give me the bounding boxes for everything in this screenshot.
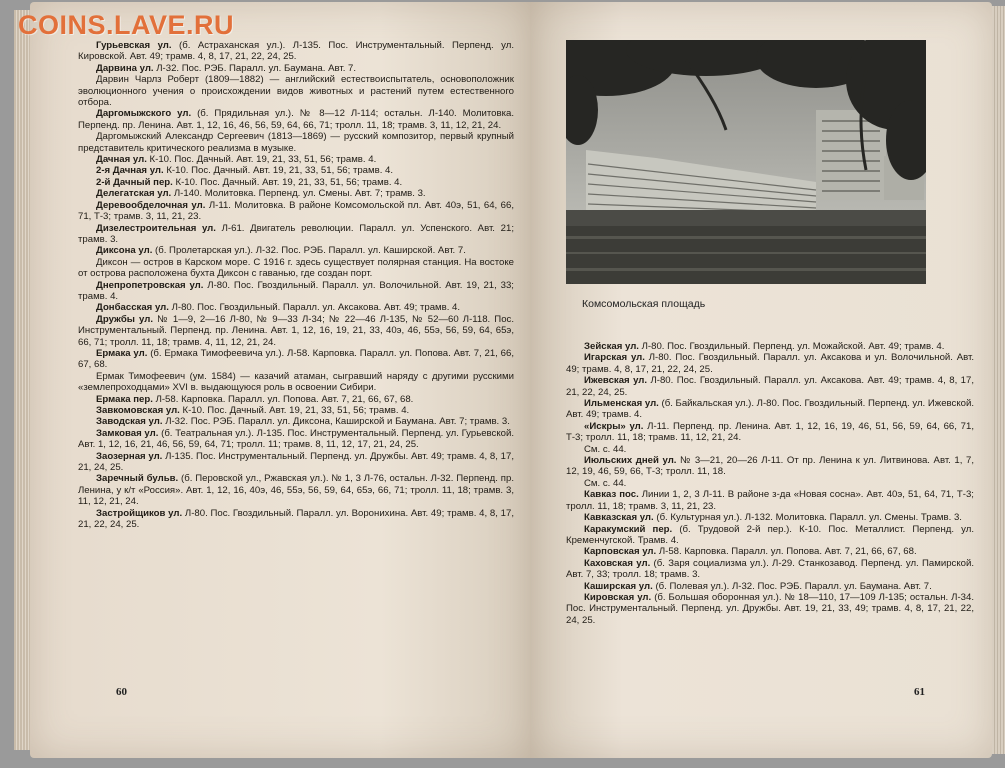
entry-text: (б. Полевая ул.). Л-32. Пос. РЭБ. Паралл. ул. Баумана. Авт. 7. xyxy=(652,580,932,592)
entry-text: № 1—9, 2—16 Л-80, № 9—33 Л-34; № 22—46 Л-135, № 52—60 Л-118. Пос. Инструментальный. Перпенд. пр. Ленина. Авт. 1, 12, 16, 19, 21, 33, 40э, 46, 55э, 56, 59, 64, 65э, 66, 71; тролл. 11, 18; трамв. 4, 11, 12, 21, 24. xyxy=(78,313,514,348)
street-name: Дружбы ул. xyxy=(96,313,153,325)
entry-text: (б. Большая оборонная ул.). № 18—110, 17—109 Л-135; остальн. Л-34. Пос. Инструментальный. Перпенд. ул. Дружбы. Авт. 19, 21, 33, 49; трамв. 4, 8, 17, 21, 22, 24, 25. xyxy=(566,591,974,626)
entry-text: См. с. 44. xyxy=(584,477,627,489)
entry-text: (б. Байкальская ул.). Л-80. Пос. Гвоздильный. Перпенд. ул. Ижевской. Авт. 49; трамв. 4. xyxy=(566,398,974,421)
entry-text: Л-80. Пос. Гвоздильный. Паралл. ул. Волочильной. Авт. 19, 21, 33; трамв. 4. xyxy=(78,279,514,302)
entry-note xyxy=(78,371,514,394)
street-entry xyxy=(78,40,514,63)
entry-text: Л-61. Двигатель революции. Паралл. ул. Успенского. Авт. 21; трамв. 3. xyxy=(78,222,514,245)
street-name: «Искры» ул. xyxy=(584,420,644,432)
street-entry xyxy=(78,405,514,416)
street-entry xyxy=(566,375,974,398)
street-name: Каховская ул. xyxy=(584,557,651,569)
street-entry xyxy=(78,154,514,165)
photo-caption: Комсомольская площадь xyxy=(582,298,706,310)
entry-text: Л-140. Молитовка. Перпенд. ул. Смены. Авт. 7; трамв. 3. xyxy=(171,188,426,200)
street-name: Деревообделочная ул. xyxy=(96,199,206,211)
street-entry xyxy=(566,489,974,512)
entry-text: Диксон — остров в Карском море. С 1916 г. здесь существует полярная станция. На востоке от острова расположена бухта Диксон с гаванью, где создан порт. xyxy=(78,256,514,280)
street-name: Каракумский пер. xyxy=(584,523,673,535)
entry-text: Л-32. Пос. РЭБ. Паралл. ул. Диксона, Каширской и Баумана. Авт. 7; трамв. 3. xyxy=(162,416,510,428)
entry-text: К-10. Пос. Дачный. Авт. 19, 21, 33, 51, 56; трамв. 4. xyxy=(146,154,377,166)
street-name: Заозерная ул. xyxy=(96,450,163,462)
entry-text: Дарвин Чарлз Роберт (1809—1882) — английский естествоиспытатель, основоположник эволюционного учения о происхождении видов животных и растений путем естественного отбора. xyxy=(78,74,514,109)
entry-text: № 3—21, 20—26 Л-11. От пр. Ленина к ул. Литвинова. Авт. 1, 7, 12, 19, 46, 59, 66, Т-3; тролл. 11, 18. xyxy=(566,455,974,478)
book-spread xyxy=(8,0,1005,768)
entry-text: Даргомыжский Александр Сергеевич (1813—1869) — русский композитор, первый крупный представитель критического реализма в музыке. xyxy=(78,131,514,154)
street-entry xyxy=(78,223,514,246)
street-entry xyxy=(566,524,974,547)
page-number-right: 61 xyxy=(914,686,925,698)
street-name: Днепропетровская ул. xyxy=(96,279,204,291)
street-name: 2-й Дачный пер. xyxy=(96,176,173,188)
street-name: 2-я Дачная ул. xyxy=(96,165,164,177)
entry-text: (б. Заря социализма ул.). Л-29. Станкозавод. Перпенд. ул. Памирской. Авт. 7, 33; тролл. 18; трамв. 3. xyxy=(566,557,974,581)
street-entry xyxy=(78,416,514,427)
entry-text: (б. Театральная ул.). Л-135. Пос. Инструментальный. Перпенд. ул. Гурьевской. Авт. 1, 12, 16, 21, 46, 56, 59, 64, 71; тролл. 11; трамв. 8, 11, 12, 17, 21, 24, 25. xyxy=(78,427,514,451)
street-name: Завкомовская ул. xyxy=(96,405,180,416)
left-page-text xyxy=(78,40,514,530)
street-name: Застройщиков ул. xyxy=(96,507,183,519)
street-name: Кировская ул. xyxy=(584,591,652,603)
street-entry xyxy=(566,581,974,592)
street-entry xyxy=(566,455,974,478)
street-name: Заводская ул. xyxy=(96,416,163,428)
street-entry xyxy=(566,398,974,421)
street-entry xyxy=(78,63,514,74)
street-name: Ижевская ул. xyxy=(584,375,648,387)
street-name: Заречный бульв. xyxy=(96,473,179,485)
entry-text: Линии 1, 2, 3 Л-11. В районе з-да «Новая сосна». Авт. 40э, 51, 64, 71, Т-3; тролл. 11, 18; трамв. 3, 11, 21, 23. xyxy=(566,489,974,512)
street-entry xyxy=(78,188,514,199)
entry-note xyxy=(78,257,514,280)
entry-text: Л-80. Пос. Гвоздильный. Паралл. ул. Воронихина. Авт. 49; трамв. 4, 8, 17, 21, 22, 24, 25. xyxy=(78,507,514,531)
street-entry xyxy=(566,546,974,557)
entry-text: (б. Прядильная ул.). № 8—12 Л-114; остальн. Л-140. Молитовка. Перпенд. пр. Ленина. Авт. 1, 12, 16, 46, 56, 59, 64, 66, 71; тролл. 11, 18; трамв. 3, 11, 12, 21, 24. xyxy=(78,108,514,131)
entry-text: См. с. 44. xyxy=(584,443,627,455)
street-entry xyxy=(566,512,974,523)
entry-text: Л-80. Пос. Гвоздильный. Перпенд. ул. Можайской. Авт. 49; трамв. 4. xyxy=(638,341,945,352)
street-entry xyxy=(566,352,974,375)
street-entry xyxy=(78,473,514,507)
book-edge-left xyxy=(14,10,30,750)
street-name: Дачная ул. xyxy=(96,154,147,166)
entry-note xyxy=(566,478,974,489)
street-entry xyxy=(566,558,974,581)
street-entry xyxy=(78,348,514,371)
street-entry xyxy=(566,421,974,444)
street-entry xyxy=(78,394,514,405)
street-name: Каширская ул. xyxy=(584,580,653,592)
entry-text: (б. Пролетарская ул.). Л-32. Пос. РЭБ. Паралл. ул. Каширской. Авт. 7. xyxy=(152,245,466,257)
street-name: Донбасская ул. xyxy=(96,302,169,314)
right-page xyxy=(530,2,992,758)
entry-text: (б. Астраханская ул.). Л-135. Пос. Инструментальный. Перпенд. ул. Кировской. Авт. 49; трамв. 4, 8, 17, 21, 22, 24, 25. xyxy=(78,40,514,63)
entry-text: Л-80. Пос. Гвоздильный. Паралл. ул. Аксакова и ул. Волочильной. Авт. 49; трамв. 4, 8, 17, 21, 22, 24, 25. xyxy=(566,352,974,375)
entry-text: Л-80. Пос. Гвоздильный. Паралл. ул. Аксакова. Авт. 49; трамв. 4. xyxy=(168,302,461,314)
photo-illustration xyxy=(566,40,926,284)
street-entry xyxy=(78,280,514,303)
street-name: Кавказ пос. xyxy=(584,489,639,501)
entry-text: (б. Ермака Тимофеевича ул.). Л-58. Карповка. Паралл. ул. Попова. Авт. 7, 21, 66, 67, 68. xyxy=(78,347,514,371)
entry-text: Л-32. Пос. РЭБ. Паралл. ул. Баумана. Авт. 7. xyxy=(153,62,357,74)
street-name: Ильменская ул. xyxy=(584,398,659,410)
street-name: Кавказская ул. xyxy=(584,512,654,524)
street-entry xyxy=(78,508,514,531)
street-name: Июльских дней ул. xyxy=(584,455,677,467)
entry-text: К-10. Пос. Дачный. Авт. 19, 21, 33, 51, 56; трамв. 4. xyxy=(172,176,403,188)
photo-komsomolskaya-square xyxy=(566,40,926,284)
street-name: Диксона ул. xyxy=(96,245,153,257)
entry-text: Л-58. Карповка. Паралл. ул. Попова. Авт. 7, 21, 66, 67, 68. xyxy=(152,393,414,405)
watermark-text: COINS.LAVE.RU xyxy=(18,10,235,40)
street-name: Замковая ул. xyxy=(96,427,159,439)
street-entry xyxy=(78,314,514,348)
right-page-text xyxy=(566,341,974,626)
page-number-left: 60 xyxy=(116,686,127,698)
street-entry xyxy=(78,177,514,188)
entry-text: (б. Перовской ул., Ржавская ул.). № 1, 3 Л-76, остальн. Л-32. Перпенд. пр. Ленина, у к/т «Россия». Авт. 1, 12, 16, 40э, 46, 55э, 56, 59, 64, 65э, 66, 71; тролл. 11, 18; трамв. 3, 11, 12, 21, 24. xyxy=(78,473,514,508)
street-entry xyxy=(566,341,974,352)
street-name: Ермака пер. xyxy=(96,393,153,405)
entry-text: Л-135. Пос. Инструментальный. Перпенд. ул. Дружбы. Авт. 49; трамв. 4, 8, 17, 21, 24, 25. xyxy=(78,450,514,474)
street-name: Дарвина ул. xyxy=(96,62,154,74)
entry-text: Л-11. Молитовка. В районе Комсомольской пл. Авт. 40э, 51, 64, 66, 71, Т-3; трамв. 3, 11, 21, 23. xyxy=(78,199,515,223)
street-entry xyxy=(566,592,974,626)
entry-text: К-10. Пос. Дачный. Авт. 19, 21, 33, 51, 56; трамв. 4. xyxy=(179,405,410,416)
street-entry xyxy=(78,302,514,313)
street-entry xyxy=(78,200,514,223)
entry-text: Л-11. Перпенд. пр. Ленина. Авт. 1, 12, 16, 19, 46, 51, 56, 59, 64, 66, 71, Т-3; тролл. 11, 18; трамв. 11, 12, 21, 24. xyxy=(566,420,974,444)
entry-text: Л-80. Пос. Гвоздильный. Паралл. ул. Аксакова. Авт. 49; трамв. 4, 8, 17, 21, 22, 24, 25. xyxy=(566,375,975,398)
entry-note xyxy=(78,131,514,154)
street-entry xyxy=(78,451,514,474)
street-name: Карповская ул. xyxy=(584,546,657,558)
street-name: Зейская ул. xyxy=(584,341,639,352)
street-entry xyxy=(78,165,514,176)
street-name: Даргомыжского ул. xyxy=(96,108,192,120)
street-name: Игарская ул. xyxy=(584,352,645,364)
street-entry xyxy=(78,428,514,451)
street-name: Делегатская ул. xyxy=(96,188,172,200)
entry-text: К-10. Пос. Дачный. Авт. 19, 21, 33, 51, 56; трамв. 4. xyxy=(163,165,394,177)
entry-text: Ермак Тимофеевич (ум. 1584) — казачий атаман, сыгравший наряду с другими русскими «землепроходцами» XVI в. выдающуюся роль в освоении Сибири. xyxy=(78,370,514,394)
street-name: Гурьевская ул. xyxy=(96,40,172,51)
entry-note xyxy=(78,74,514,108)
entry-note xyxy=(566,444,974,455)
street-name: Ермака ул. xyxy=(96,347,148,359)
street-entry xyxy=(78,108,514,131)
street-name: Дизелестроительная ул. xyxy=(96,222,216,234)
entry-text: (б. Культурная ул.). Л-132. Молитовка. Паралл. ул. Смены. Трамв. 3. xyxy=(653,512,962,524)
book-edge-right xyxy=(992,6,1005,754)
left-page xyxy=(30,2,530,758)
entry-text: (б. Трудовой 2-й пер.). К-10. Пос. Металлист. Перпенд. ул. Кременчугской. Трамв. 4. xyxy=(566,523,974,546)
entry-text: Л-58. Карповка. Паралл. ул. Попова. Авт. 7, 21, 66, 67, 68. xyxy=(656,546,917,558)
street-entry xyxy=(78,245,514,256)
